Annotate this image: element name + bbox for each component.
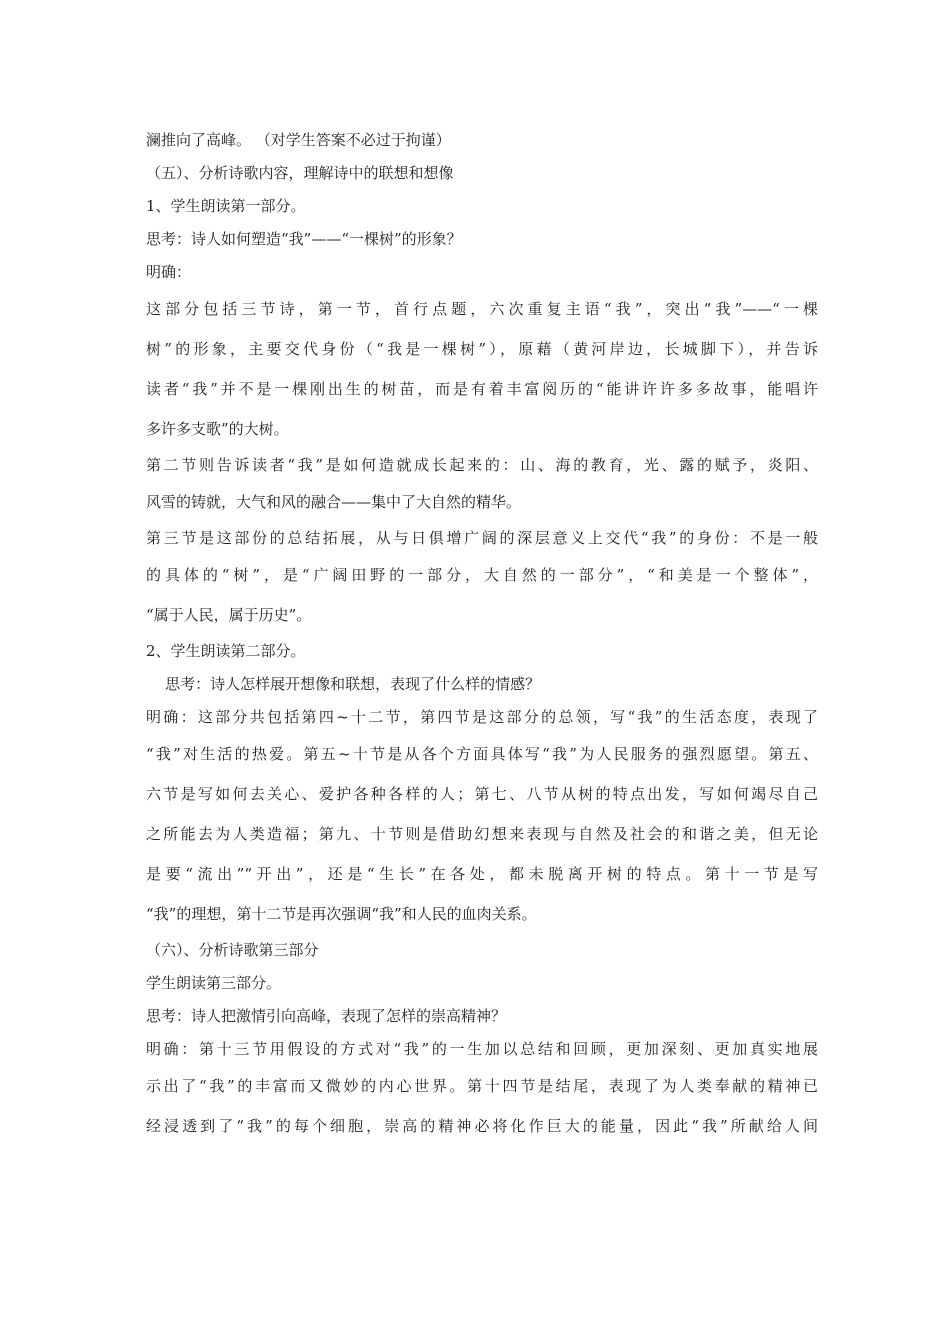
text-line: 的具体的“树”，是“广阔田野的一部分，大自然的一部分”，“和美是一个整体”，	[146, 566, 818, 584]
text-line: 明确：	[146, 263, 192, 281]
text-line: 2、学生朗读第二部分。	[146, 642, 306, 660]
text-line: 六节是写如何去关心、爱护各种各样的人；第七、八节从树的特点出发，写如何竭尽自己	[146, 785, 818, 803]
text-line: 澜推向了高峰。 （对学生答案不必过于拘谨）	[146, 131, 451, 149]
text-line: 第二节则告诉读者“我”是如何造就成长起来的：山、海的教育，光、露的赋予，炎阳、	[146, 456, 818, 474]
section-heading: （五）、分析诗歌内容，理解诗中的联想和想像	[146, 164, 454, 182]
text-line: 这部分包括三节诗，第一节，首行点题，六次重复主语“我”，突出“我”——“一棵	[146, 300, 818, 318]
text-line: 思考：诗人怎样展开想像和联想，表现了什么样的情感？	[146, 675, 541, 693]
text-line: 之所能去为人类造福；第九、十节则是借助幻想来表现与自然及社会的和谐之美，但无论	[146, 825, 818, 843]
text-line: 明确：第十三节用假设的方式对“我”的一生加以总结和回顾，更加深刻、更加真实地展	[146, 1040, 818, 1058]
text-line: 是要“流出”“开出”，还是“生长”在各处，都未脱离开树的特点。第十一节是写	[146, 865, 818, 883]
text-line: “属于人民，属于历史”。	[146, 606, 312, 624]
text-line: 思考：诗人如何塑造“我”——“一棵树”的形象？	[146, 230, 462, 248]
text-line: 1、学生朗读第一部分。	[146, 197, 306, 215]
text-line: 树”的形象，主要交代身份（“我是一棵树”），原藉（黄河岸边，长城脚下），并告诉	[146, 340, 818, 358]
text-line: 经浸透到了“我”的每个细胞，崇高的精神必将化作巨大的能量，因此“我”所献给人间	[146, 1117, 818, 1135]
text-line: 学生朗读第三部分。	[146, 974, 282, 992]
text-line: “我”对生活的热爱。第五~十节是从各个方面具体写“我”为人民服务的强烈愿望。第五、	[146, 745, 818, 763]
text-line: 思考：诗人把激情引向高峰，表现了怎样的崇高精神？	[146, 1007, 507, 1025]
text-line: 示出了“我”的丰富而又微妙的内心世界。第十四节是结尾，表现了为人类奉献的精神已	[146, 1077, 818, 1095]
section-heading: （六）、分析诗歌第三部分	[146, 941, 319, 959]
text-line: 多许多支歌”的大树。	[146, 420, 289, 438]
text-line: 第三节是这部份的总结拓展，从与日俱增广阔的深层意义上交代“我”的身份：不是一般	[146, 529, 818, 547]
text-line: 风雪的铸就，大气和风的融合——集中了大自然的精华。	[146, 493, 522, 511]
document-body	[146, 124, 818, 1146]
text-line: “我”的理想，第十二节是再次强调“我”和人民的血肉关系。	[146, 905, 537, 923]
text-line: 明确：这部分共包括第四~十二节，第四节是这部分的总领，写“我”的生活态度，表现了	[146, 708, 818, 726]
text-line: 读者“我”并不是一棵刚出生的树苗，而是有着丰富阅历的“能讲许许多多故事，能唱许	[146, 380, 818, 398]
